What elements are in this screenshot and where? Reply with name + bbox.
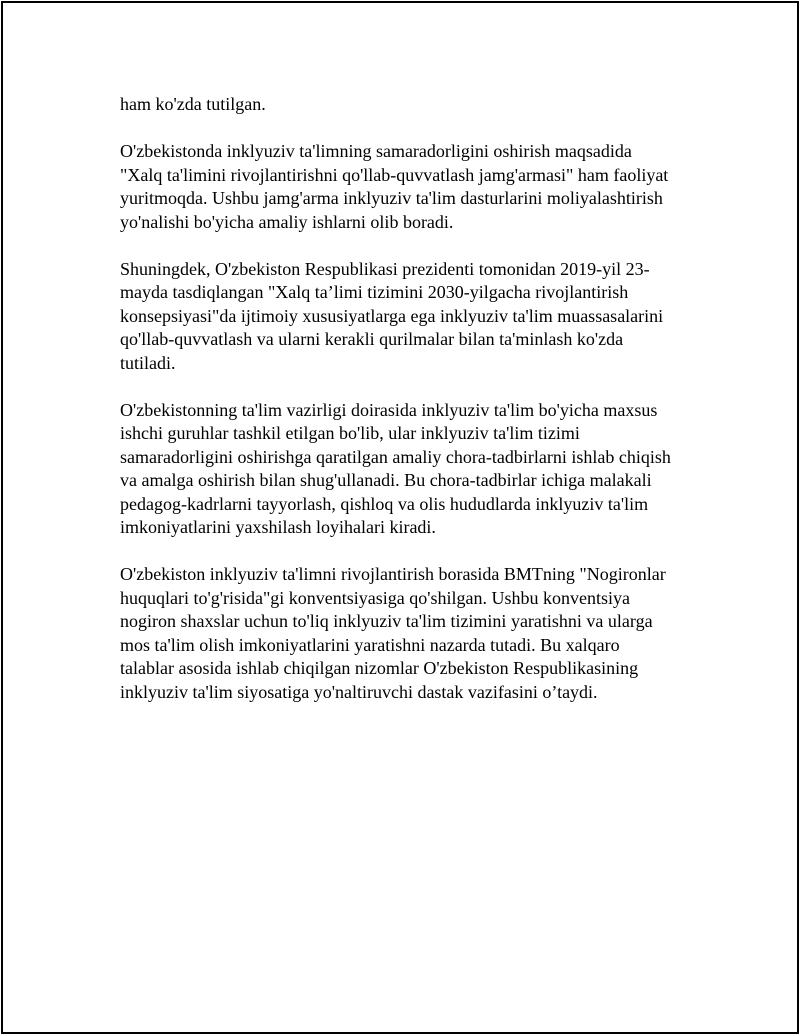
paragraph-2 [120,140,690,234]
text-line: tutiladi. [120,352,176,373]
text-line: inklyuziv ta'lim siyosatiga yo'naltiruvchi dastak vazifasini o’taydi. [120,681,598,702]
paragraph-3 [120,258,690,376]
text-line: huquqlari to'g'risida"gi konventsiyasiga qo'shilgan. Ushbu konventsiya [120,587,631,608]
paragraph-4 [120,399,690,540]
text-line: ham ko'zda tutilgan. [120,94,266,114]
text-line: imkoniyatlarini yaxshilash loyihalari kiradi. [120,517,436,537]
text-line: yo'nalishi bo'yicha amaliy ishlarni olib boradi. [120,211,454,232]
text-line: mayda tasdiqlangan "Xalq ta’limi tizimini 2030-yilgacha rivojlantirish [120,282,629,302]
text-line: pedagog-kadrlarni tayyorlash, qishloq va olis hududlarda inklyuziv ta'lim [120,493,649,514]
text-line: O'zbekistonning ta'lim vazirligi doirasida inklyuziv ta'lim bo'yicha maxsus [120,399,658,420]
text-line: O'zbekiston inklyuziv ta'limni rivojlantirish borasida BMTning "Nogironlar [120,564,666,584]
document-page [1,1,799,1034]
text-line: mos ta'lim olish imkoniyatlarini yaratishni nazarda tutadi. Bu xalqaro [120,634,620,655]
text-line: talablar asosida ishlab chiqilgan nizomlar O'zbekiston Respublikasining [120,658,639,678]
text-line: konsepsiyasi"da ijtimoiy xususiyatlarga ega inklyuziv ta'lim muassasalarini [120,305,664,326]
paragraph-1 [120,93,690,117]
text-line: yuritmoqda. Ushbu jamg'arma inklyuziv ta'lim dasturlarini moliyalashtirish [120,188,663,208]
text-line: ishchi guruhlar tashkil etilgan bo'lib, ular inklyuziv ta'lim tizimi [120,423,580,443]
text-line: nogiron shaxslar uchun to'liq inklyuziv ta'lim tizimini yaratishni va ularga [120,611,653,631]
text-line: samaradorligini oshirishga qaratilgan amaliy chora-tadbirlarni ishlab chiqish [120,446,671,467]
text-line: "Xalq ta'limini rivojlantirishni qo'llab-quvvatlash jamg'armasi" ham faoliyat [120,164,669,185]
text-line: Shuningdek, O'zbekiston Respublikasi prezidenti tomonidan 2019-yil 23- [120,258,650,279]
text-line: qo'llab-quvvatlash va ularni kerakli qurilmalar bilan ta'minlash ko'zda [120,329,624,349]
document-body [120,93,690,728]
paragraph-5 [120,563,690,704]
text-line: va amalga oshirish bilan shug'ullanadi. Bu chora-tadbirlar ichiga malakali [120,470,652,490]
text-line: O'zbekistonda inklyuziv ta'limning samaradorligini oshirish maqsadida [120,141,632,161]
